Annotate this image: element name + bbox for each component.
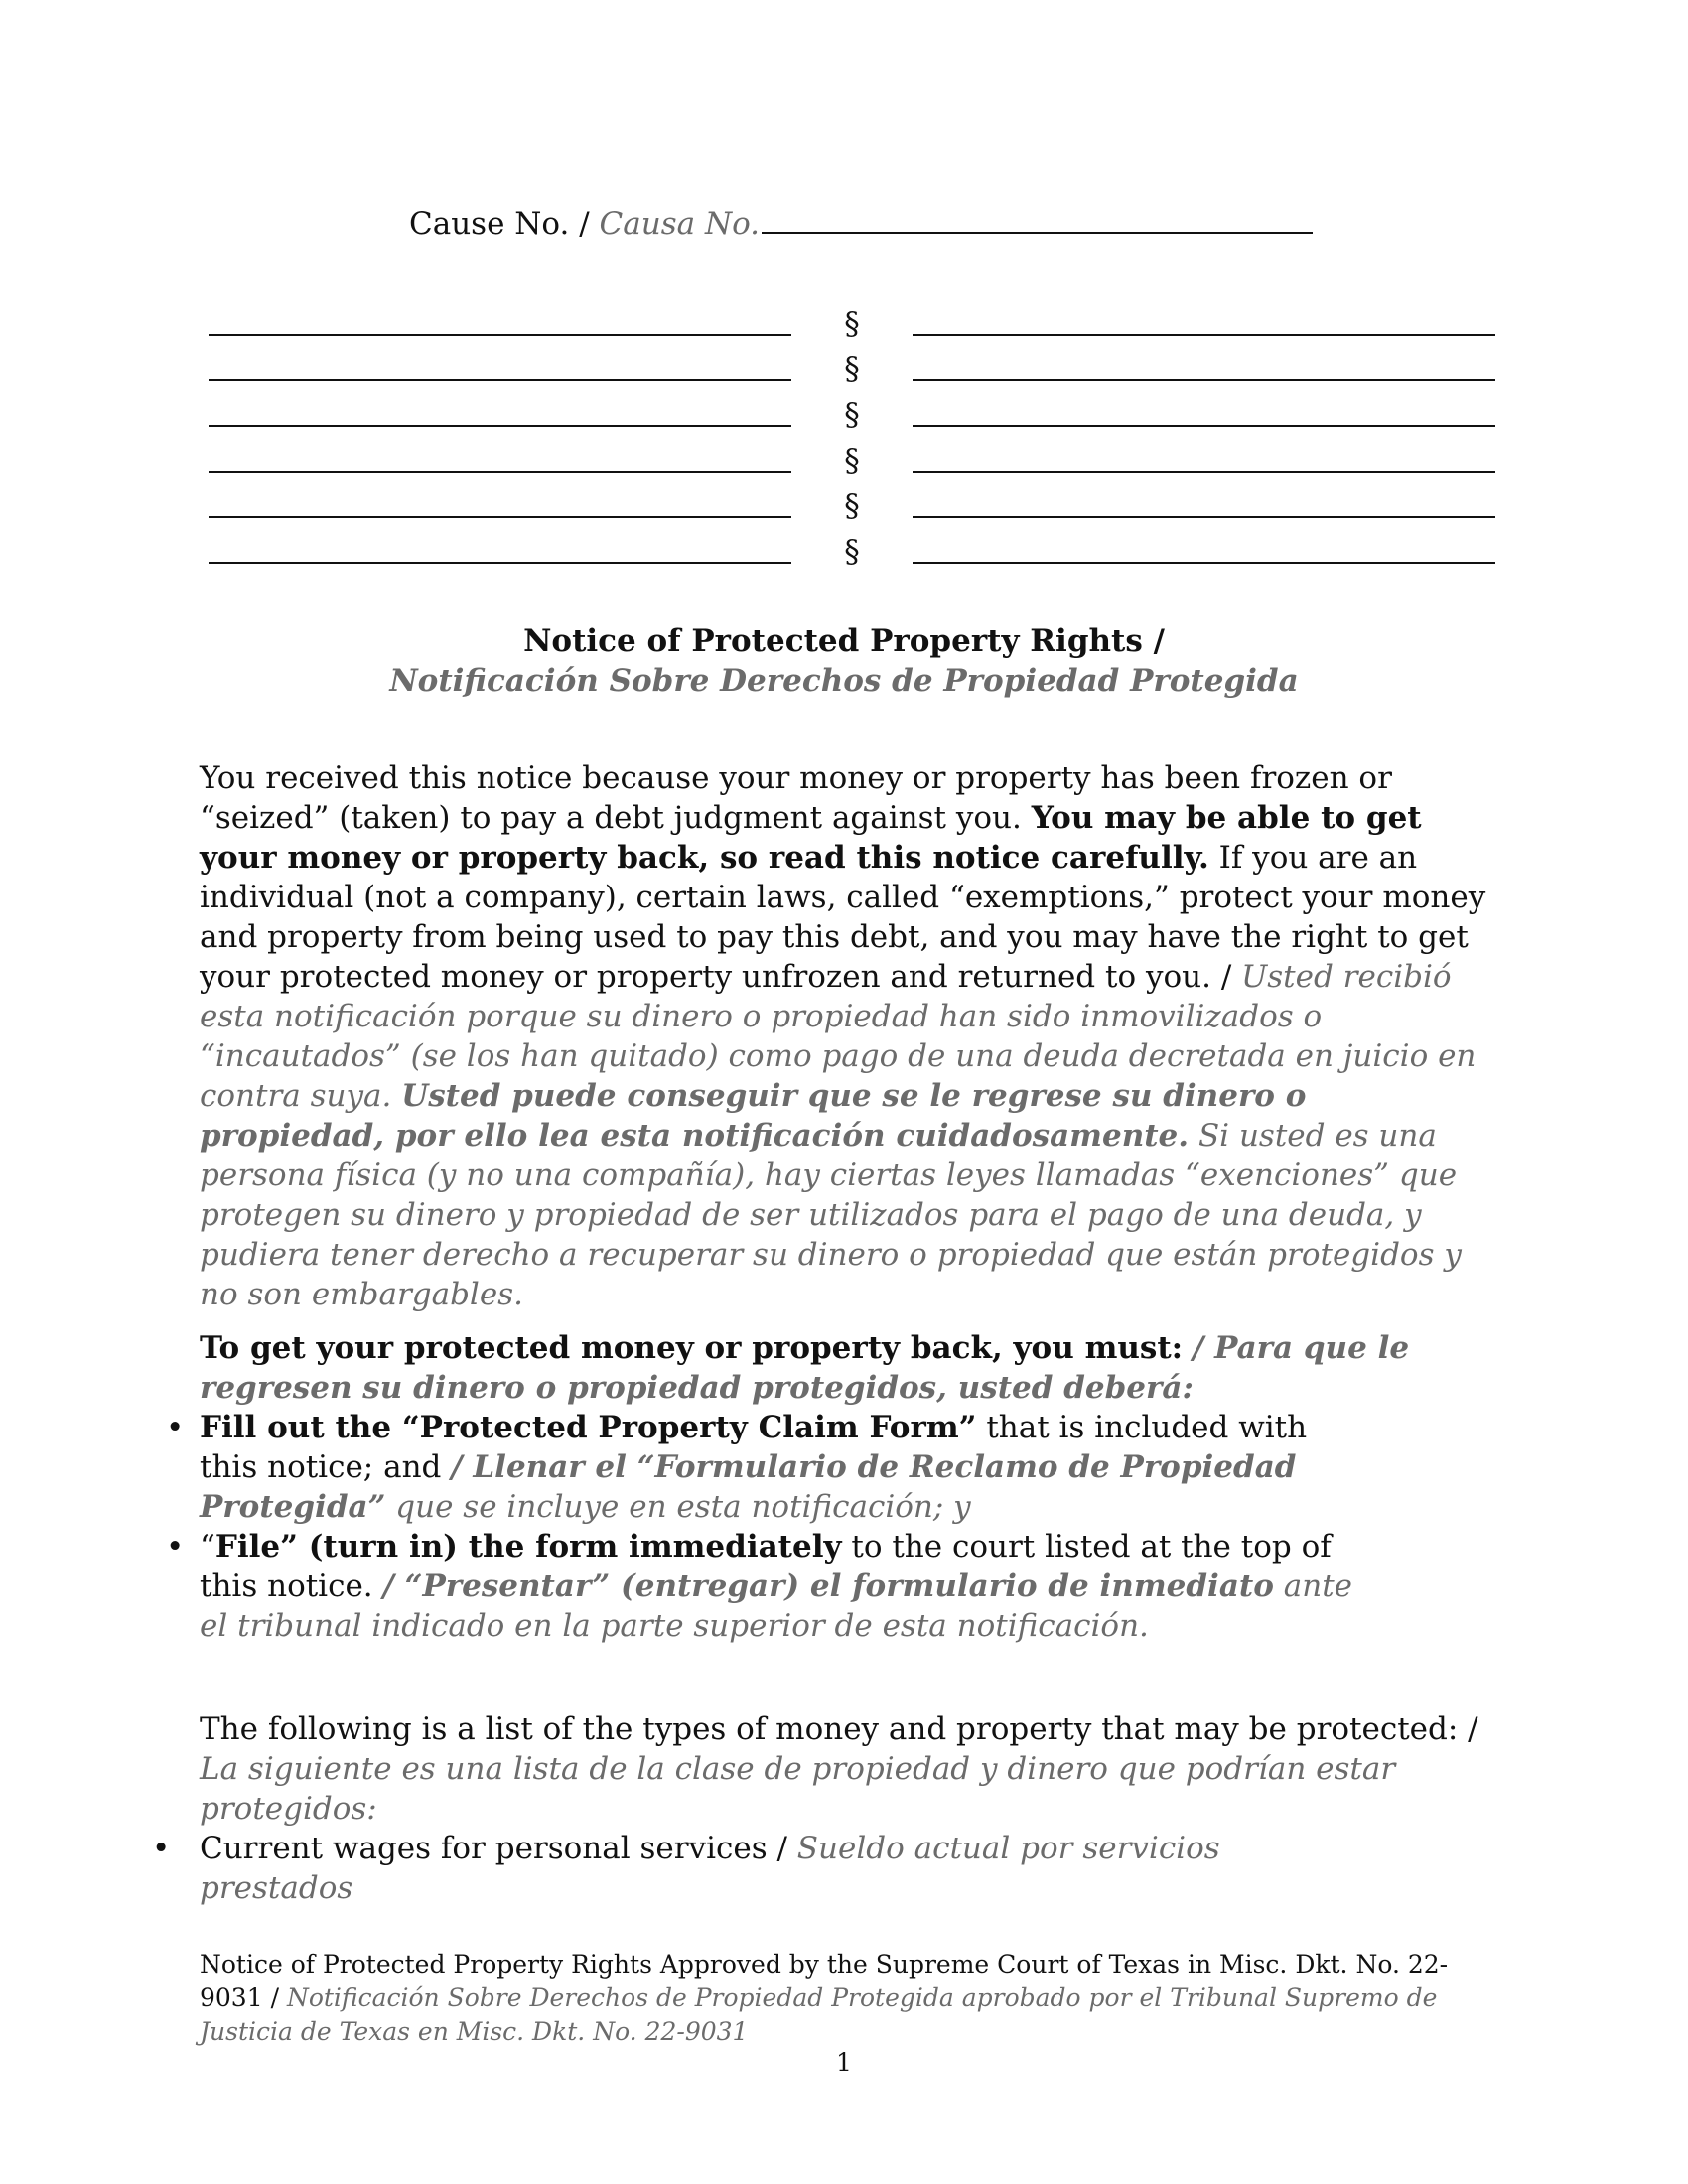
- steps-heading: [200, 1328, 1490, 1408]
- case-caption: [209, 298, 1495, 572]
- types-intro-en: The following is a list of the types of money and property that may be protected: /: [200, 1711, 1478, 1747]
- page-number: 1: [836, 2048, 852, 2077]
- intro-paragraph: [200, 758, 1490, 1314]
- cause-number-label: Cause No. /: [409, 206, 590, 242]
- step2-en-bold: File” (turn in) the form immediately: [214, 1529, 842, 1565]
- caption-row: [209, 298, 1495, 343]
- step1-es-text: que se incluye en esta notificación; y: [395, 1489, 971, 1525]
- intro-es-text: Usted recibió esta notificación porque su dinero o propiedad han sido inmovilizados o “incautados” (se los han quitado) como pago de una deuda decretada en juicio en contra suya.: [200, 959, 1477, 1114]
- list-item: [166, 1527, 1371, 1646]
- caption-left-blank[interactable]: [209, 562, 791, 564]
- caption-right-blank[interactable]: [913, 562, 1495, 564]
- step2-es-text: ante el tribunal indicado en la parte superior de esta notificación.: [200, 1569, 1353, 1644]
- list-item: [152, 1829, 1371, 1908]
- caption-right-blank[interactable]: [913, 425, 1495, 427]
- footer-en: Notice of Protected Property Rights Approved by the Supreme Court of Texas in Misc. Dkt. No. 22-9031 /: [200, 1950, 1449, 2012]
- types-intro-es: La siguiente es una lista de la clase de propiedad y dinero que podrían estar protegidos:: [200, 1751, 1396, 1827]
- section-symbol: §: [844, 534, 860, 570]
- cause-number-line: [409, 201, 1313, 246]
- caption-row: [209, 435, 1495, 480]
- caption-left-blank[interactable]: [209, 425, 791, 427]
- title-spanish: Notificación Sobre Derechos de Propiedad Protegida: [389, 663, 1299, 699]
- types-list: [152, 1829, 1371, 1908]
- section-symbol: §: [844, 397, 860, 433]
- caption-left-blank[interactable]: [209, 516, 791, 518]
- title-english: Notice of Protected Property Rights /: [523, 623, 1165, 659]
- caption-left-blank[interactable]: [209, 379, 791, 381]
- caption-row: [209, 526, 1495, 572]
- document-title: [0, 621, 1688, 701]
- steps-list: [166, 1408, 1371, 1646]
- steps-section: [166, 1328, 1490, 1646]
- list-item: [166, 1408, 1371, 1527]
- intro-es-text-2: Si usted es una persona física (y no una compañía), hay ciertas leyes llamadas “exenciones” que protegen su dinero y propiedad de ser utilizados para el pago de una deuda, y pudiera tener derecho a recuperar su dinero o propiedad que están protegidos y no son embargables.: [200, 1118, 1462, 1312]
- types-intro: [200, 1709, 1490, 1829]
- footer-es: Notificación Sobre Derechos de Propiedad Protegida aprobado por el Tribunal Supremo de Justicia de Texas en Misc. Dkt. No. 22-9031: [200, 1983, 1438, 2046]
- steps-heading-es: / Para que le regresen su dinero o propiedad protegidos, usted deberá:: [200, 1330, 1410, 1406]
- caption-right-blank[interactable]: [913, 471, 1495, 473]
- type1-en: Current wages for personal services /: [200, 1831, 787, 1866]
- cause-number-blank[interactable]: [762, 201, 1313, 234]
- type1-es: Sueldo actual por servicios prestados: [200, 1831, 1220, 1906]
- section-symbol: §: [844, 351, 860, 387]
- caption-row: [209, 480, 1495, 526]
- protected-types-section: [152, 1709, 1490, 1908]
- caption-right-blank[interactable]: [913, 516, 1495, 518]
- bullet-icon: •: [152, 1831, 171, 1866]
- bullet-icon: •: [166, 1529, 185, 1565]
- caption-left-blank[interactable]: [209, 334, 791, 336]
- bullet-icon: •: [166, 1410, 185, 1445]
- caption-right-blank[interactable]: [913, 379, 1495, 381]
- step1-en-text: that is included with this notice; and: [200, 1410, 1308, 1485]
- caption-row: [209, 389, 1495, 435]
- step2-open-quote: “: [200, 1529, 215, 1565]
- page-footer: [200, 1948, 1490, 2049]
- caption-row: [209, 343, 1495, 389]
- intro-en-text-2: If you are an individual (not a company), certain laws, called “exemptions,” protect your money and property from being used to pay this debt, and you may have the right to get your protected money or property unfrozen and returned to you. /: [200, 840, 1486, 995]
- intro-en-bold: You may be able to get your money or property back, so read this notice carefully.: [200, 800, 1422, 876]
- step1-en-bold: Fill out the “Protected Property Claim Form”: [200, 1410, 977, 1445]
- cause-number-label-es: Causa No.: [599, 206, 761, 242]
- caption-left-blank[interactable]: [209, 471, 791, 473]
- intro-es-bold: Usted puede conseguir que se le regrese su dinero o propiedad, por ello lea esta notificación cuidadosamente.: [200, 1078, 1307, 1154]
- caption-right-blank[interactable]: [913, 334, 1495, 336]
- section-symbol: §: [844, 306, 860, 341]
- step2-en-text: to the court listed at the top of this notice.: [200, 1529, 1332, 1604]
- intro-en-text: You received this notice because your money or property has been frozen or “seized” (taken) to pay a debt judgment against you.: [200, 760, 1392, 836]
- step1-es-bold: / Llenar el “Formulario de Reclamo de Propiedad Protegida”: [200, 1449, 1297, 1525]
- section-symbol: §: [844, 443, 860, 478]
- step2-es-bold: / “Presentar” (entregar) el formulario de inmediato: [382, 1569, 1274, 1604]
- steps-heading-en: To get your protected money or property back, you must:: [200, 1330, 1184, 1366]
- section-symbol: §: [844, 488, 860, 524]
